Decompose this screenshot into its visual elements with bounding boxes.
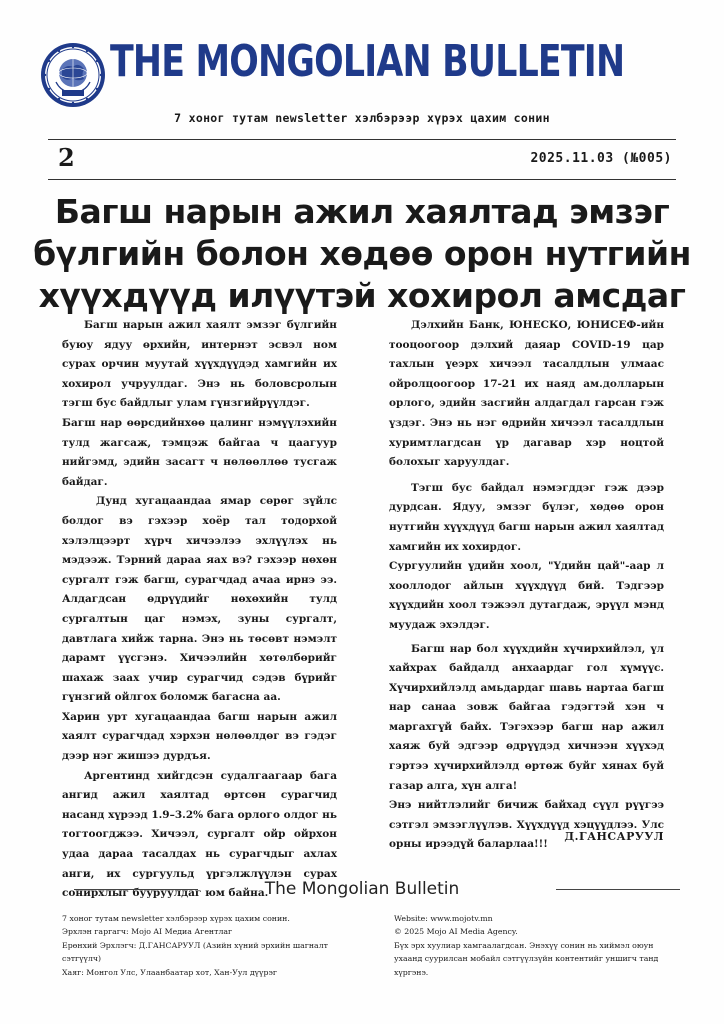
mongolian-bulletin-seal-icon (40, 42, 106, 108)
masthead (40, 38, 684, 118)
footer-rule-right (556, 889, 680, 890)
article-paragraph: Аргентинд хийгдсэн судалгаагаар бага ангид ажил хаялтад өртсөн сурагчид насанд хүрээд 1.9–3.2% бага орлого олдог нь тогтоогджээ. Хичээл, сургалт ойр ойрхон удаа дараа тасалдах нь сурагчдыг ахлах анги, их сургуульд үргэлжлүүлэн сурах сонирхлыг бууруулдаг юм байна. (62, 769, 337, 900)
masthead-title: THE MONGOLIAN BULLETIN (110, 36, 625, 87)
article-paragraph: Багш нар өөрсдийнхөө цалинг нэмүүлэхийн тулд жагсаж, тэмцэж байгаа ч цаагуур нийгэмд, эдийн засагт ч нөлөөллөө тусгаж байдаг. (62, 416, 337, 488)
article-paragraph: Харин урт хугацаандаа багш нарын ажил хаялт сурагчдад хэрхэн нөлөөлдөг вэ гэдэг дээр нэг жишээ дурдъя. (62, 710, 337, 763)
footer-title: The Mongolian Bulletin (264, 879, 460, 899)
article-paragraph: Багш нар бол хүүхдийн хүчирхийлэл, үл хайхрах байдалд анхаардаг гол хүмүүс. Хүчирхийлэлд амьдардаг шавь нартаа багш нар санаа зовж байгаа гэдэгтэй хэн ч маргахгүй байх. Тэгэхээр багш нар ажил хаяж буй эдгээр өдрүүдэд хичнээн хүүхэд гэртээ хүчирхийлэлд өртөж буйг хянах буй газар алга, хүн алга! (389, 642, 664, 792)
article-paragraph: Дэлхийн Банк, ЮНЕСКО, ЮНИСЕФ-ийн тооцоогоор дэлхий даяар COVID-19 цар тахлын үеэрх хичээл тасалдлын улмаас ойролцоогоор 17-21 их наяд ам.долларын орлого, эдийн засгийн алдагдал гарсан гэж үздэг. Энэ нь нэг өдрийн хичээл тасалдлын хуримтлагдсан үр дагавар хэр ноцтой болохыг харуулдаг. (389, 319, 664, 469)
divider-top (48, 139, 676, 140)
footer-left (62, 912, 334, 979)
article-paragraph: Тэгш бус байдал нэмэгддэг гэж дээр дурдсан. Ядуу, эмзэг бүлэг, хөдөө орон нутгийн хүүхдүүд багш нарын ажил хаялтад хамгийн их хохирдог. (389, 481, 664, 553)
footer-line: Бүх эрх хуулиар хамгаалагдсан. Энэхүү сонин нь хиймэл оюун ухаанд суурилсан мобайл сэтгүүлзүйн контентийг уншигч танд хүргэнэ. (394, 940, 659, 977)
footer-line: Ерөнхий Эрхлэгч: Д.ГАНСАРУУЛ (Азийн хүний эрхийн шагналт сэтгүүлч) (62, 940, 328, 964)
page-number: 2 (58, 143, 75, 172)
article-paragraph: Багш нарын ажил хаялт эмзэг бүлгийн буюу ядуу өрхийн, интернэт эсвэл ном сурах орчин муутай хүүхдүүдэд хамгийн их хохирол учруулдаг. Энэ нь боловсролын тэгш бус байдлыг улам гүнзгийрүүлдэг. (62, 319, 337, 410)
issue-date: 2025.11.03 (№005) (530, 151, 672, 166)
footer-line: Эрхлэн гаргагч: Mojo AI Медиа Агентлаг (62, 927, 233, 937)
article-right-column (389, 316, 664, 855)
article-left-column (62, 316, 337, 904)
author-signature: Д.ГАНСАРУУЛ (564, 830, 664, 843)
footer-website[interactable]: Website: www.mojotv.mn (394, 914, 493, 923)
masthead-tagline: 7 хоног тутам newsletter хэлбэрээр хүрэх цахим сонин (174, 111, 550, 125)
article-paragraph: Сургуулийн үдийн хоол, "Үдийн цай"-аар л хооллодог айлын хүүхдүүд бий. Тэдгээр хүүхдийн хоол тэжээл дутагдаж, эрүүл мэнд муудаж эхэлдэг. (389, 560, 664, 631)
article-headline: Багш нарын ажил хаялтад эмзэг бүлгийн болон хөдөө орон нутгийн хүүхдүүд илүүтэй хохирол амсдаг (33, 192, 691, 315)
footer-line: © 2025 Mojo AI Media Agency. (394, 927, 518, 937)
article-paragraph: Энэ нийтлэлийг бичиж байхад сүүл рүүгээ сэтгэл эмзэглүүлэв. Хүүхдүүд хэцүүдлээ. Улс орны ирээдүй баларлаа!!! (389, 799, 664, 851)
footer-right (394, 912, 666, 979)
footer-line: 7 хоног тутам newsletter хэлбэрээр хүрэх цахим сонин. (62, 914, 290, 923)
article-paragraph: Дунд хугацаандаа ямар сөрөг зүйлс болдог вэ гэхээр хоёр тал тодорхой хэлэлцээрт хүрч хичээлээ эхлүүлэх нь мэдээж. Тэрний дараа яах вэ? гэхээр нөхөн сургалт гэж багш, сурагчдад ачаа ирнэ ээ. Алдагдсан өдрүүдийг нөхөхийн тулд сургалтын цаг нэмэх, зуны сургалт, давтлага хийж тарна. Энэ нь төсөвт нэмэлт дарамт үүсгэнэ. Хичээлийн хөтөлбөрийг шахаж заах учир сурагчид сэдэв бүрийг гүнзгий ойлгох боломж багасна аа. (62, 495, 337, 704)
divider-bottom (48, 179, 676, 180)
footer-line: Хаяг: Монгол Улс, Улаанбаатар хот, Хан-Уул дүүрэг (62, 967, 277, 977)
